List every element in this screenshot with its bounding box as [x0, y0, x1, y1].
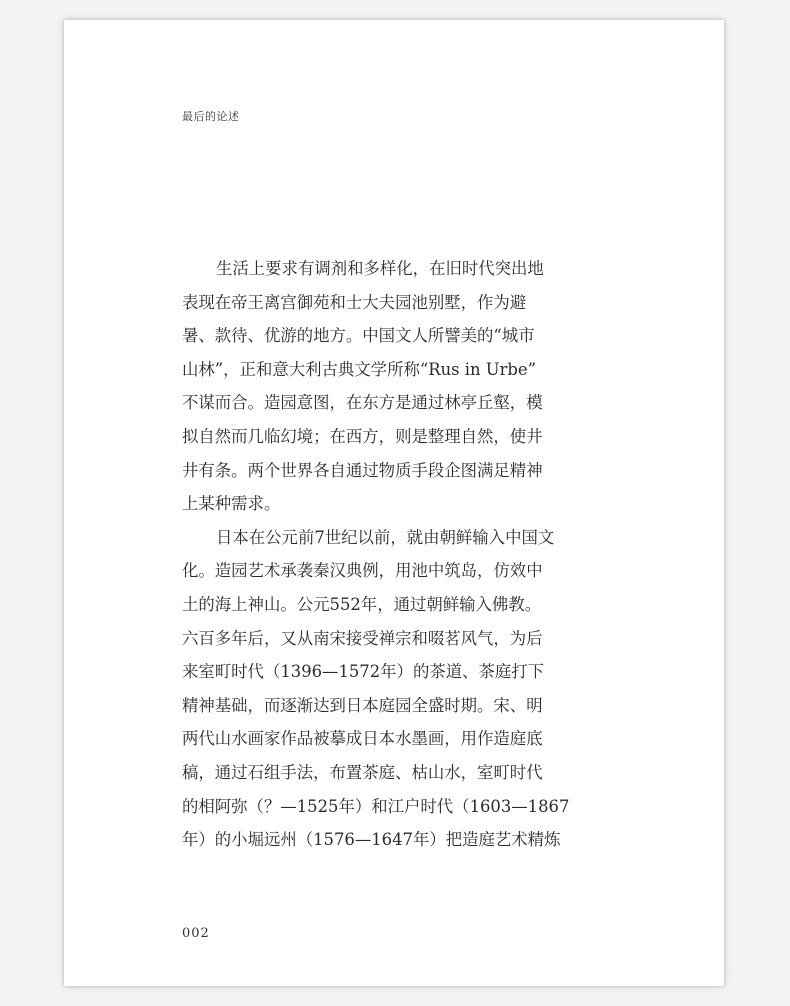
running-head: 最后的论述 [182, 110, 240, 123]
text-line: 年）的小堀远州（1576—1647年）把造庭艺术精炼 [182, 830, 561, 850]
paragraph-2 [182, 521, 606, 857]
text-line: 来室町时代（1396—1572年）的茶道、茶庭打下 [182, 662, 545, 682]
text-line: 山林”，正和意大利古典文学所称“Rus in Urbe” [182, 359, 536, 379]
page-number: 002 [182, 926, 210, 941]
text-line: 井有条。两个世界各自通过物质手段企图满足精神 [182, 460, 543, 480]
text-line: 上某种需求。 [182, 494, 281, 514]
text-line: 稿，通过石组手法，布置茶庭、枯山水，室町时代 [182, 762, 543, 782]
text-line: 表现在帝王离宫御苑和士大夫园池别墅，作为避 [182, 292, 527, 312]
text-line: 精神基础，而逐渐达到日本庭园全盛时期。宋、明 [182, 695, 543, 715]
text-line: 拟自然而几临幻境；在西方，则是整理自然，使井 [182, 426, 543, 446]
text-line: 两代山水画家作品被摹成日本水墨画，用作造庭底 [182, 729, 543, 749]
body-text [182, 252, 606, 857]
text-line: 土的海上神山。公元552年，通过朝鲜输入佛教。 [182, 594, 542, 614]
text-line: 不谋而合。造园意图，在东方是通过林亭丘壑，模 [182, 393, 543, 413]
book-page [64, 20, 724, 986]
text-line: 生活上要求有调剂和多样化，在旧时代突出地 [216, 259, 544, 278]
text-line: 日本在公元前7世纪以前，就由朝鲜输入中国文 [216, 527, 555, 547]
text-line: 六百多年后，又从南宋接受禅宗和啜茗风气，为后 [182, 628, 543, 648]
text-line: 化。造园艺术承袭秦汉典例，用池中筑岛，仿效中 [182, 561, 543, 581]
paragraph-1 [182, 252, 606, 521]
text-line: 的相阿弥（？—1525年）和江户时代（1603—1867 [182, 796, 570, 816]
text-line: 暑、款待、优游的地方。中国文人所譬美的“城市 [182, 326, 535, 346]
